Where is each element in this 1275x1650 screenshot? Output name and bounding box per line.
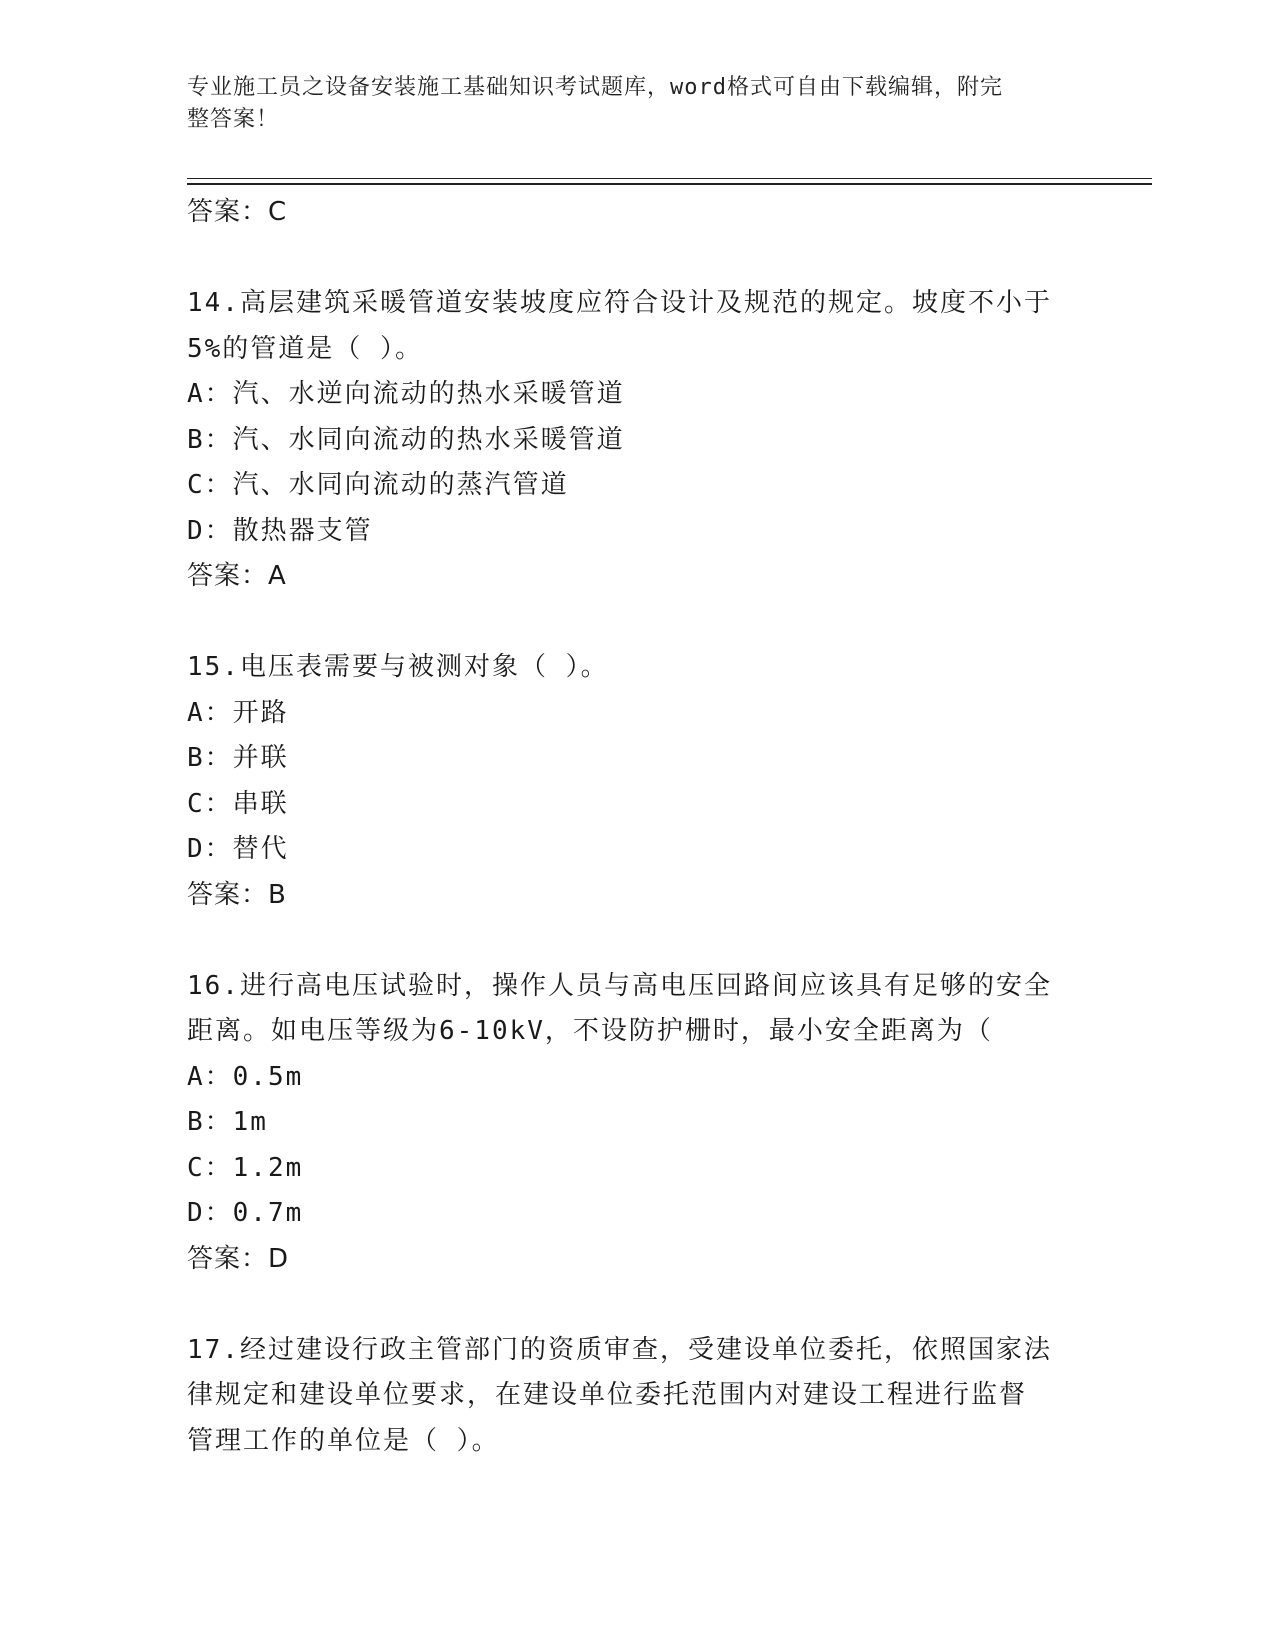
spacer — [187, 236, 1087, 282]
question-17-stem-line-2: 律规定和建设单位要求，在建设单位委托范围内对建设工程进行监督 — [187, 1380, 1028, 1410]
question-17 — [187, 1328, 1087, 1465]
question-14-stem-line-1: 14.高层建筑采暖管道安装坡度应符合设计及规范的规定。坡度不小于 — [187, 288, 1052, 318]
question-14-option-b: B：汽、水同向流动的热水采暖管道 — [187, 424, 625, 455]
question-15-option-d: D：替代 — [187, 834, 289, 864]
header-line-1: 专业施工员之设备安装施工基础知识考试题库，word格式可自由下载编辑，附完 — [187, 75, 1003, 100]
question-15 — [187, 645, 1087, 918]
header-rule-thin — [187, 178, 1152, 179]
question-16-option-d: D：0.7m — [187, 1198, 304, 1228]
question-16-option-a: A：0.5m — [187, 1061, 304, 1092]
question-14-option-c: C：汽、水同向流动的蒸汽管道 — [187, 470, 569, 500]
header-rule-thick — [187, 183, 1152, 185]
question-16-stem-line-2: 距离。如电压等级为6-10kV，不设防护栅时，最小安全距离为（ — [187, 1016, 993, 1046]
question-16-stem-line-1: 16.进行高电压试验时，操作人员与高电压回路间应该具有足够的安全 — [187, 970, 1052, 1001]
question-14-stem-line-2: 5%的管道是（ ）。 — [187, 333, 423, 364]
question-15-answer: 答案：B — [187, 879, 287, 910]
question-16-answer: 答案：D — [187, 1243, 290, 1274]
question-15-option-c: C：串联 — [187, 788, 289, 819]
question-14-answer: 答案：A — [187, 561, 287, 591]
header-line-2: 整答案！ — [187, 107, 280, 132]
question-15-option-b: B：并联 — [187, 743, 289, 773]
previous-answer: 答案：C — [187, 197, 288, 227]
question-15-option-a: A：开路 — [187, 697, 289, 728]
spacer — [187, 600, 1087, 646]
question-14-option-d: D：散热器支管 — [187, 515, 373, 546]
question-14 — [187, 281, 1087, 600]
question-16-option-c: C：1.2m — [187, 1152, 304, 1183]
question-17-stem-line-1: 17.经过建设行政主管部门的资质审查，受建设单位委托，依照国家法 — [187, 1334, 1052, 1365]
question-14-option-a: A：汽、水逆向流动的热水采暖管道 — [187, 379, 625, 409]
question-15-stem-line-1: 15.电压表需要与被测对象（ ）。 — [187, 652, 609, 682]
spacer — [187, 918, 1087, 964]
question-16-option-b: B：1m — [187, 1107, 268, 1137]
document-header — [187, 72, 1077, 136]
question-16 — [187, 964, 1087, 1283]
spacer — [187, 1282, 1087, 1328]
question-17-stem-line-3: 管理工作的单位是（ ）。 — [187, 1425, 500, 1456]
questions-content — [187, 190, 1087, 1464]
